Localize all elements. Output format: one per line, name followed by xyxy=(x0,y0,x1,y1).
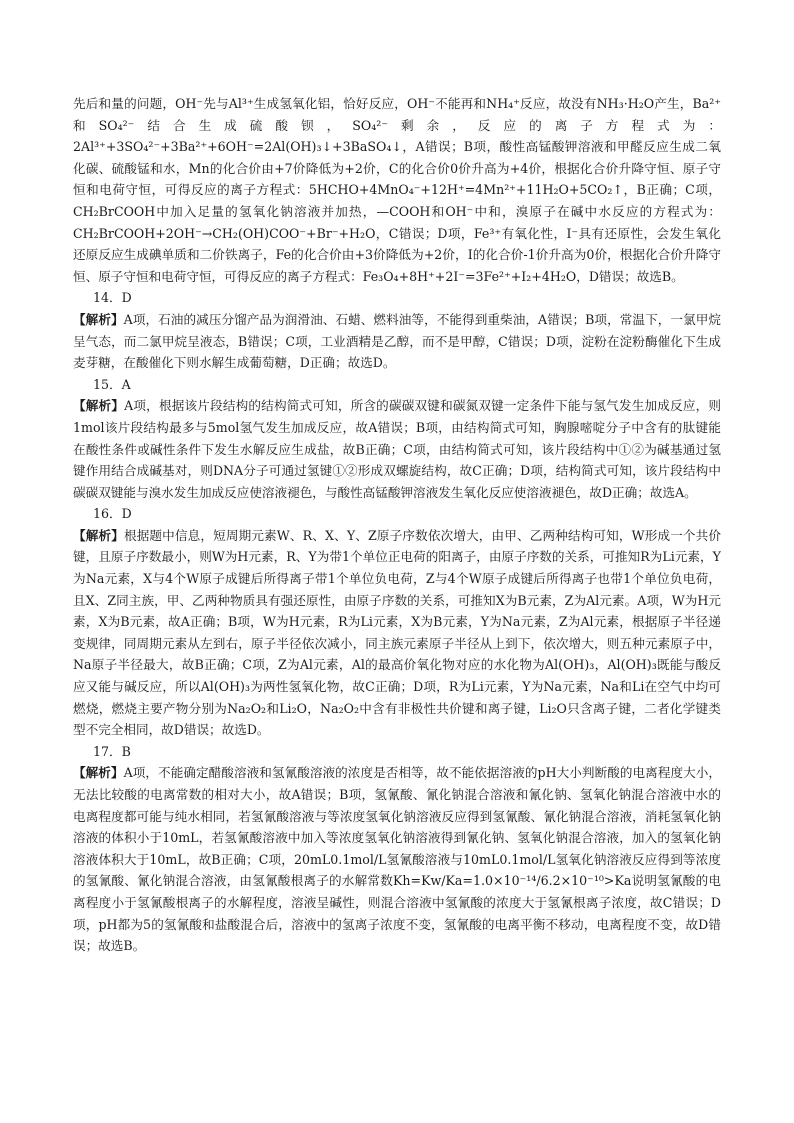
explanation-17 xyxy=(73,762,721,956)
explanation-15-text: A项，根据该片段结构的结构简式可知，所含的碳碳双键和碳氮双键一定条件下能与氢气发生加成反应，则1mol该片段结构最多与5mol氢气发生加成反应，故A错误；B项，由结构简式可知，胸腺嘧啶分子中含有的肽键能在酸性条件或碱性条件下发生水解反应生成盐，故B正确；C项，由结构简式可知，该片段结构中①②为碱基通过氢键作用结合成碱基对，则DNA分子可通过氢键①②形成双螺旋结构，故C正确；D项，结构简式可知，该片段结构中碳碳双键能与溴水发生加成反应使溶液褪色，与酸性高锰酸钾溶液发生氧化反应使溶液褪色，故D正确；故选A。 xyxy=(73,398,721,500)
answer-14: 14．D xyxy=(93,290,132,306)
explanation-16-text: 根据题中信息，短周期元素W、R、X、Y、Z原子序数依次增大，由甲、乙两种结构可知，W形成一个共价键，且原子序数最小，则W为H元素，R、Y为带1个单位正电荷的阳离子，由原子序数的关系，可推知R为Li元素，Y为Na元素，X与4个W原子成键后所得离子带1个单位负电荷，Z与4个W原子成键后所得离子也带1个单位负电荷，且X、Z同主族，甲、乙两种物质具有强还原性，由原子序数的关系，可推知X为B元素，Z为Al元素。A项，W为H元素，X为B元素，故A正确；B项，W为H元素，R为Li元素，X为B元素，Y为Na元素，Z为Al元素，根据原子半径递变规律，同周期元素从左到右，原子半径依次减小，同主族元素原子半径从上到下，依次增大，则五种元素原子中，Na原子半径最大，故B正确；C项，Z为Al元素，Al的最高价氧化物对应的水化物为Al(OH)₃，Al(OH)₃既能与酸反应又能与碱反应，所以Al(OH)₃为两性氢氧化物，故C正确；D项，R为Li元素，Y为Na元素，Na和Li在空气中均可燃烧，燃烧主要产物分别为Na₂O₂和Li₂O，Na₂O₂中含有非极性共价键和离子键，Li₂O只含离子键，二者化学键类型不完全相同，故D错误；故选D。 xyxy=(73,527,722,738)
explanation-16 xyxy=(73,525,721,741)
explanation-14 xyxy=(73,309,721,374)
explanation-17-text: A项，不能确定醋酸溶液和氢氰酸溶液的浓度是否相等，故不能依据溶液的pH大小判断酸的电离程度大小，无法比较酸的电离常数的相对大小，故A错误；B项，氢氰酸、氰化钠混合溶液和氰化钠、氢氧化钠混合溶液中水的电离程度都可能与纯水相同，若氢氰酸溶液与等浓度氢氧化钠溶液反应得到氢氰酸、氰化钠混合溶液，消耗氢氧化钠溶液的体积小于10mL，若氢氰酸溶液中加入等浓度氢氧化钠溶液得到氰化钠、氢氧化钠混合溶液，加入的氢氧化钠溶液体积大于10mL，故B正确；C项，20mL0.1mol/L氢氰酸溶液与10mL0.1mol/L氢氧化钠溶液反应得到等浓度的氢氰酸、氰化钠混合溶液，由氢氰酸根离子的水解常数Kh=Kw/Ka=1.0×10⁻¹⁴/6.2×10⁻¹⁰>Ka说明氢氰酸的电离程度小于氢氰酸根离子的水解程度，溶液呈碱性，则混合溶液中氢氰酸的浓度大于氢氰根离子浓度，故C错误；D项，pH都为5的氢氰酸和盐酸混合后，溶液中的氢离子浓度不变，氢氰酸的电离平衡不移动，电离程度不变，故D错误；故选B。 xyxy=(73,765,722,954)
explanation-14-text: A项，石油的减压分馏产品为润滑油、石蜡、燃料油等，不能得到重柴油，A错误；B项，常温下，一氯甲烷呈气态，而二氯甲烷呈液态，B错误；C项，工业酒精是乙醇，而不是甲醇，C错误；D项，淀粉在淀粉酶催化下生成麦芽糖，在酸催化下则水解生成葡萄糖，D正确；故选D。 xyxy=(73,311,721,371)
answer-15: 15．A xyxy=(93,376,131,392)
analysis-tag: 【解析】 xyxy=(73,398,125,414)
answer-16: 16．D xyxy=(93,506,132,522)
analysis-tag: 【解析】 xyxy=(73,765,124,781)
answer-17: 17．B xyxy=(93,743,131,759)
analysis-tag: 【解析】 xyxy=(73,311,124,327)
document-body xyxy=(73,93,721,957)
analysis-tag: 【解析】 xyxy=(73,527,124,543)
explanation-15 xyxy=(73,395,721,503)
paragraph-13-continued: 先后和量的问题，OH⁻先与Al³⁺生成氢氧化铝，恰好反应，OH⁻不能再和NH₄⁺反应，故没有NH₃·H₂O产生，Ba²⁺和SO₄²⁻结合生成硫酸钡，SO₄²⁻剩余，反应的离子方程式为：2Al³⁺+3SO₄²⁻+3Ba²⁺+6OH⁻=2Al(OH)₃↓+3BaSO₄↓，A错误；B项，酸性高锰酸钾溶液和甲醛反应生成二氧化碳、硫酸锰和水，Mn的化合价由+7价降低为+2价，C的化合价0价升高为+4价，根据化合价升降守恒、原子守恒和电荷守恒，可得反应的离子方程式：5HCHO+4MnO₄⁻+12H⁺=4Mn²⁺+11H₂O+5CO₂↑，B正确；C项，CH₂BrCOOH中加入足量的氢氧化钠溶液并加热，—COOH和OH⁻中和，溴原子在碱中水反应的方程式为：CH₂BrCOOH+2OH⁻→CH₂(OH)COO⁻+Br⁻+H₂O，C错误；D项，Fe³⁺有氧化性，I⁻具有还原性，会发生氧化还原反应生成碘单质和二价铁离子，Fe的化合价由+3价降低为+2价，I的化合价-1价升高为0价，根据化合价升降守恒、原子守恒和电荷守恒，可得反应的离子方程式：Fe₃O₄+8H⁺+2I⁻=3Fe²⁺+I₂+4H₂O，D错误；故选B。 xyxy=(73,96,721,284)
